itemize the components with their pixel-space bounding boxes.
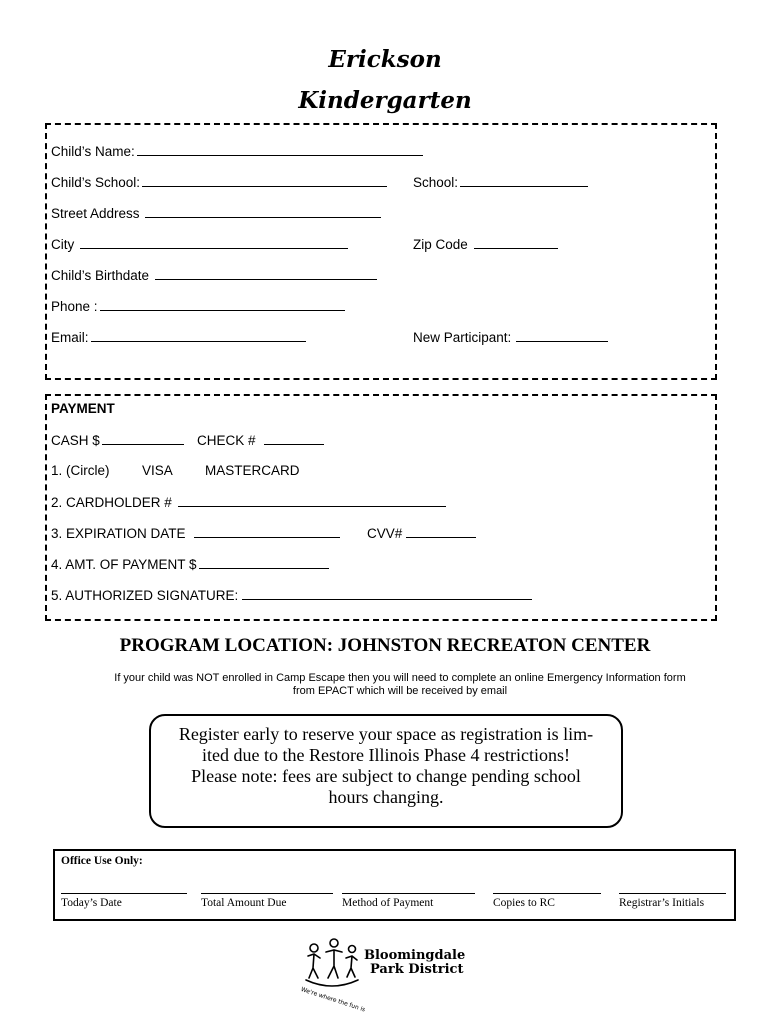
- phone-line: [100, 298, 345, 311]
- mastercard-option[interactable]: MASTERCARD: [205, 463, 300, 478]
- zip-code-line: [474, 236, 558, 249]
- todays-date-field[interactable]: Today’s Date: [61, 893, 187, 909]
- cvv-field[interactable]: [367, 525, 476, 541]
- registrars-initials-field[interactable]: Registrar’s Initials: [619, 893, 726, 909]
- program-location: PROGRAM LOCATION: JOHNSTON RECREATON CENTER: [119, 635, 651, 656]
- childs-school-label: Child’s School:: [51, 175, 141, 190]
- visa-option[interactable]: VISA: [142, 463, 173, 478]
- emergency-form-note-line2: from EPACT which will be received by email: [292, 685, 508, 697]
- check-line: [264, 432, 324, 445]
- emergency-form-note-line1: If your child was NOT enrolled in Camp Escape then you will need to complete an online Emergency Information form: [114, 672, 686, 684]
- school-line: [460, 174, 588, 187]
- cvv-line: [406, 525, 476, 538]
- childs-school-line: [142, 174, 387, 187]
- cardholder-line: [178, 494, 446, 507]
- school-field[interactable]: [413, 174, 588, 190]
- authorized-signature-line: [242, 587, 532, 600]
- check-label: CHECK #: [197, 433, 256, 448]
- childs-name-line: [137, 143, 423, 156]
- notice-line2: ited due to the Restore Illinois Phase 4 restrictions!: [202, 745, 570, 765]
- zip-code-field[interactable]: [413, 236, 558, 252]
- notice-line1: Register early to reserve your space as registration is lim-: [178, 724, 594, 744]
- street-address-field[interactable]: [51, 205, 381, 221]
- email-label: Email:: [51, 330, 89, 345]
- new-participant-label: New Participant:: [413, 330, 512, 345]
- payment-heading: PAYMENT: [51, 401, 115, 416]
- authorized-signature-field[interactable]: [51, 587, 532, 603]
- city-field[interactable]: [51, 236, 348, 252]
- expiration-date-label: 3. EXPIRATION DATE: [51, 526, 186, 541]
- new-participant-line: [516, 329, 608, 342]
- school-label: School:: [413, 175, 459, 190]
- childs-birthdate-label: Child’s Birthdate: [51, 268, 150, 283]
- office-use-section: [53, 849, 736, 921]
- childs-name-field[interactable]: [51, 143, 423, 159]
- expiration-date-line: [194, 525, 340, 538]
- cardholder-label: 2. CARDHOLDER #: [51, 495, 172, 510]
- logo-tagline: We're where the fun is: [299, 986, 367, 1014]
- form-title-line2: Kindergarten: [298, 87, 472, 114]
- city-label: City: [51, 237, 75, 252]
- zip-code-label: Zip Code: [413, 237, 468, 252]
- copies-to-rc-field[interactable]: Copies to RC: [493, 893, 601, 909]
- street-address-label: Street Address: [51, 206, 140, 221]
- check-field[interactable]: [197, 432, 324, 448]
- logo-name-line1: Bloomingdale: [364, 948, 466, 963]
- new-participant-field[interactable]: [413, 329, 608, 345]
- cash-field[interactable]: [51, 432, 184, 448]
- email-field[interactable]: [51, 329, 306, 345]
- expiration-date-field[interactable]: [51, 525, 340, 541]
- notice-line3: Please note: fees are subject to change pending school: [191, 766, 581, 786]
- registration-notice: [149, 714, 623, 828]
- phone-field[interactable]: [51, 298, 345, 314]
- email-line: [91, 329, 306, 342]
- card-type-label: 1. (Circle): [51, 463, 110, 478]
- cash-line: [102, 432, 184, 445]
- logo-name-line2: Park District: [370, 962, 464, 977]
- cvv-label: CVV#: [367, 526, 403, 541]
- form-title-line1: Erickson: [328, 46, 442, 73]
- notice-line4: hours changing.: [328, 787, 444, 807]
- payment-amount-field[interactable]: [51, 556, 329, 572]
- childs-birthdate-line: [155, 267, 377, 280]
- payment-amount-line: [199, 556, 329, 569]
- bloomingdale-park-district-logo: [299, 936, 470, 1014]
- street-address-line: [145, 205, 381, 218]
- cardholder-field[interactable]: [51, 494, 446, 510]
- city-line: [80, 236, 348, 249]
- childs-birthdate-field[interactable]: [51, 267, 377, 283]
- childs-school-field[interactable]: [51, 174, 387, 190]
- childs-name-label: Child’s Name:: [51, 144, 135, 159]
- office-use-heading: Office Use Only:: [61, 855, 143, 867]
- method-of-payment-field[interactable]: Method of Payment: [342, 893, 475, 909]
- phone-label: Phone :: [51, 299, 98, 314]
- cash-label: CASH $: [51, 433, 100, 448]
- authorized-signature-label: 5. AUTHORIZED SIGNATURE:: [51, 588, 239, 603]
- total-amount-due-field[interactable]: Total Amount Due: [201, 893, 333, 909]
- payment-amount-label: 4. AMT. OF PAYMENT $: [51, 557, 197, 572]
